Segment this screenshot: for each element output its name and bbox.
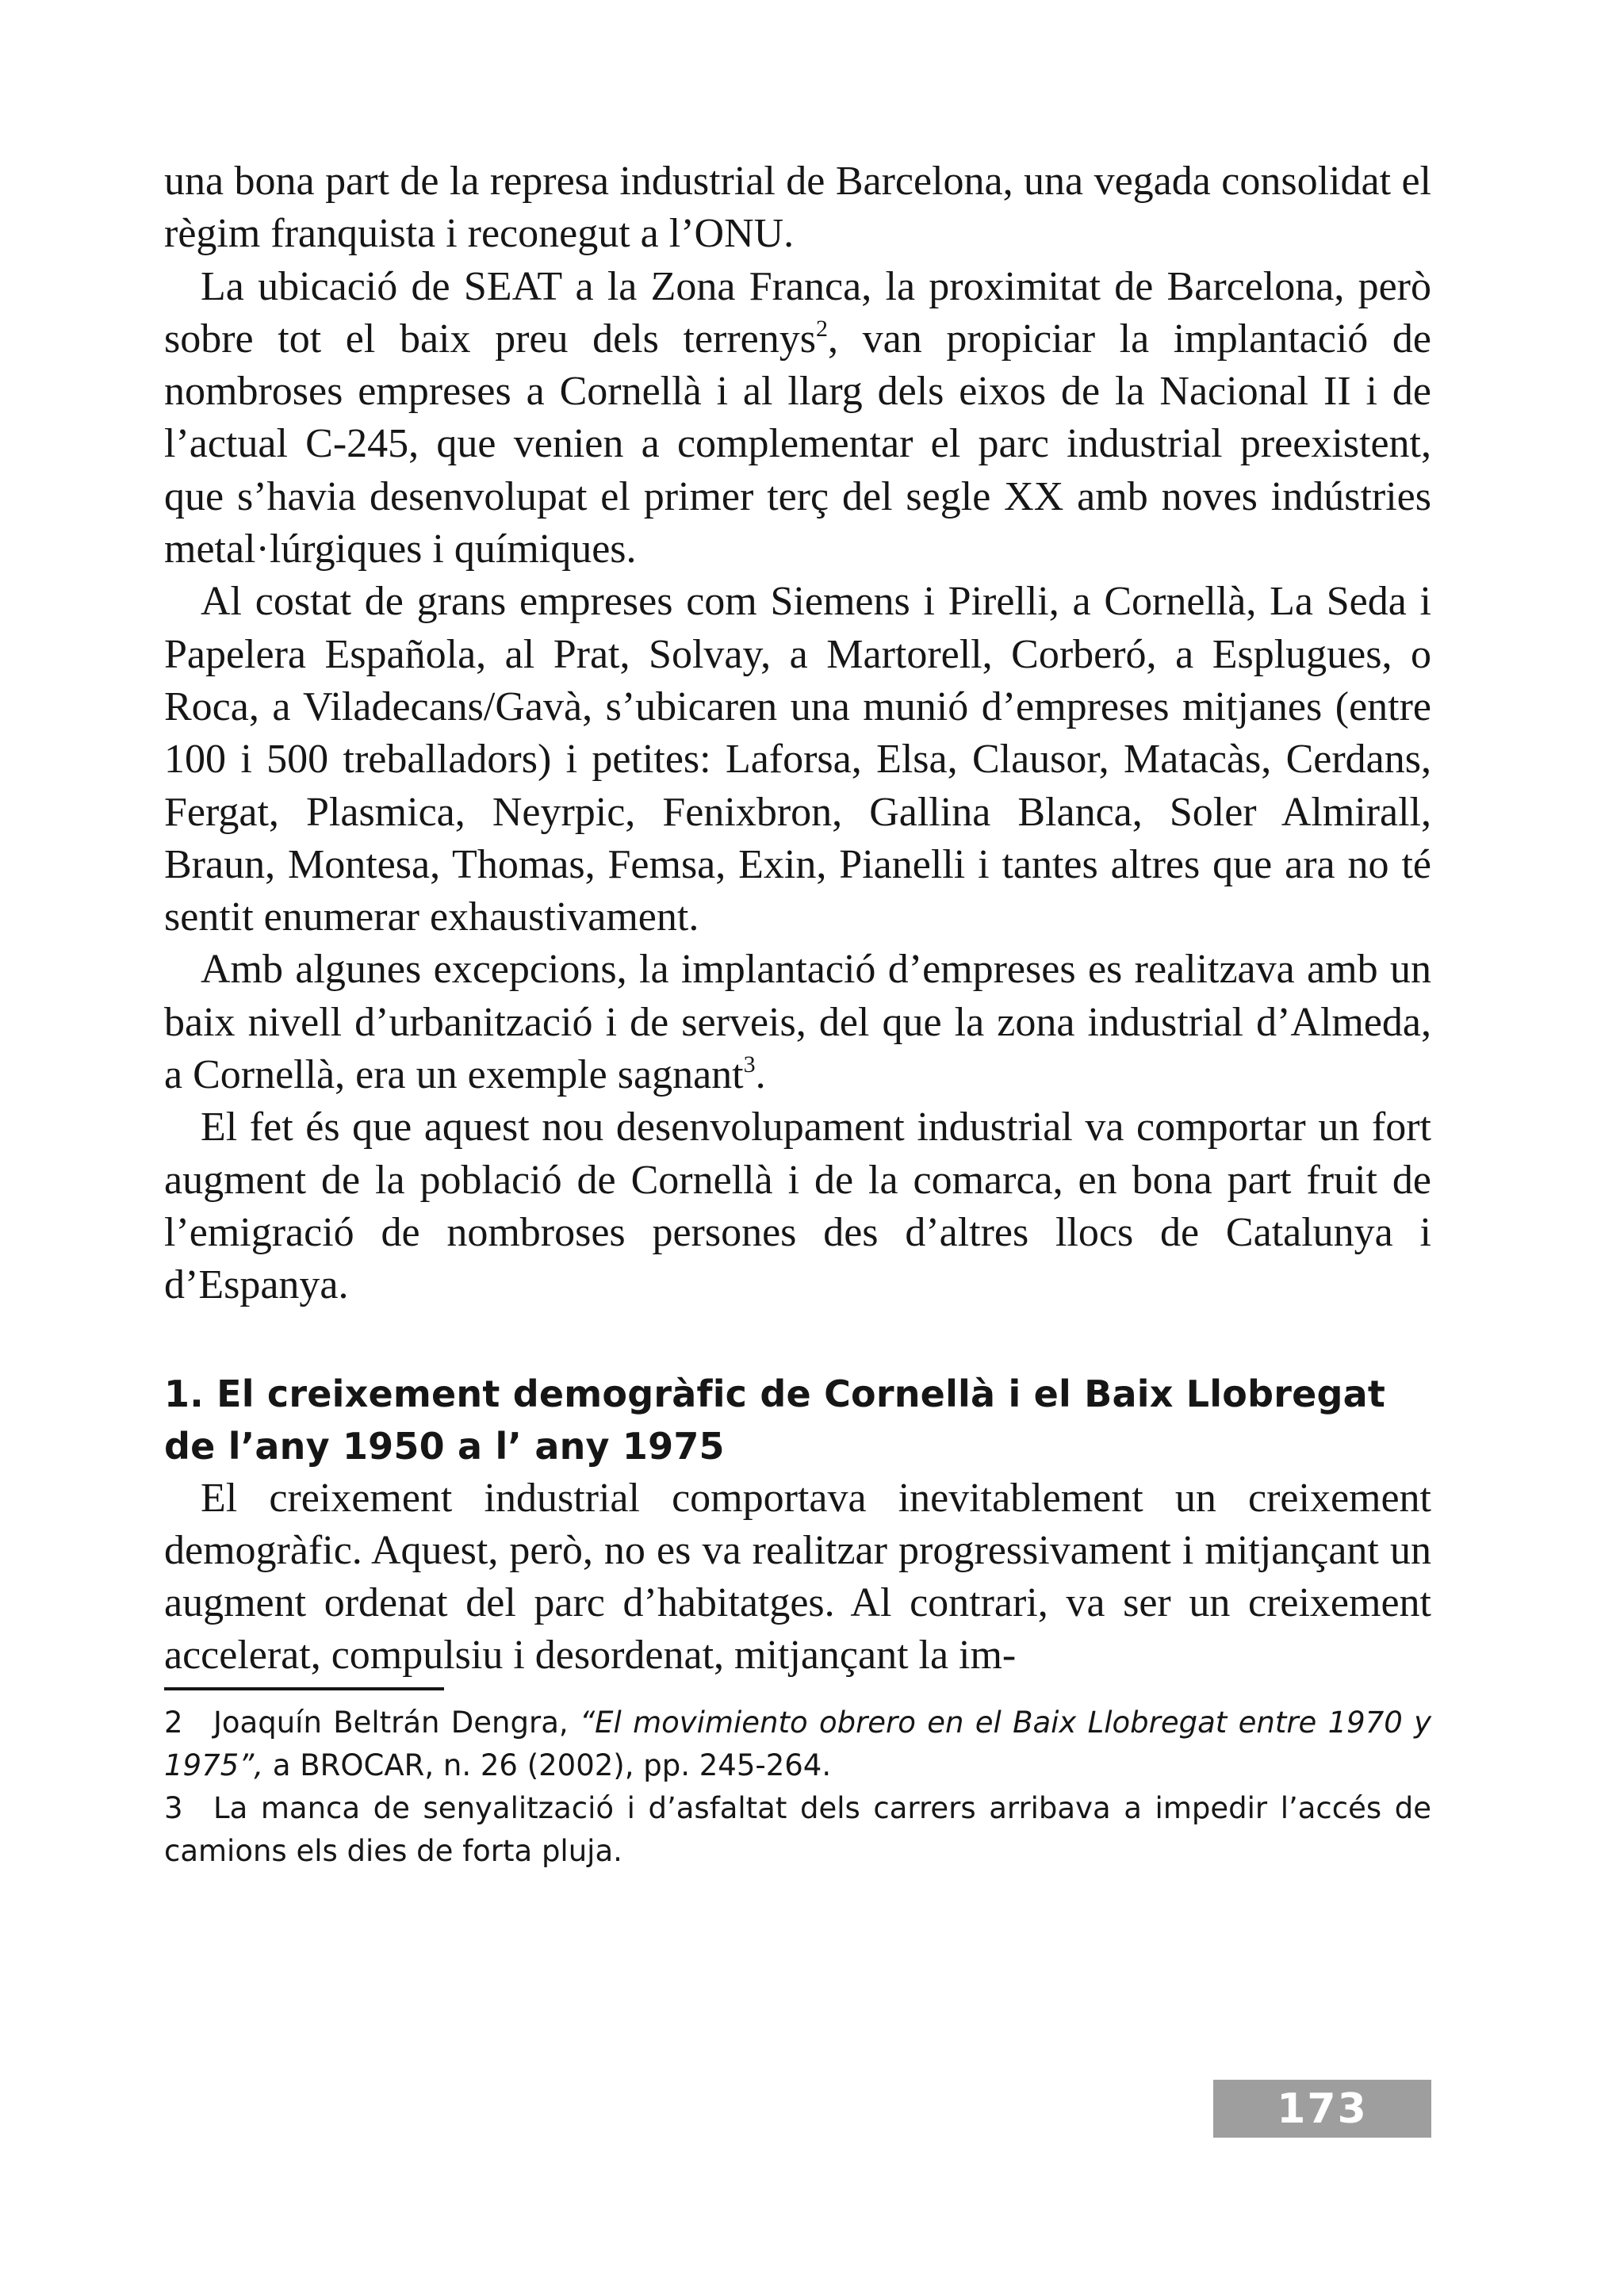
paragraph-text: . [755,1052,766,1098]
page-content [164,155,1431,1873]
paragraph [164,944,1431,1101]
footnote [164,1787,1431,1873]
page-number-box [1213,2080,1431,2138]
paragraph-text: una bona part de la represa industrial de Barcelona, una vegada consolidat el règim franquista i reconegut a l’ONU. [164,159,1431,257]
paragraph-text: Amb algunes excepcions, la implantació d’empreses es realitzava amb un baix nivell d’urbanització i de serveis, del que la zona industrial d’Almeda, a Cornellà, era un exemple sagnant [164,947,1431,1098]
paragraph-text: La ubicació de SEAT a la Zona Franca, la proximitat de Barcelona, però sobre tot el baix preu dels terrenys [164,263,1431,362]
footnote-reference: 3 [743,1051,756,1078]
section-heading-line: de l’any 1950 a l’ any 1975 [164,1424,725,1468]
page-number: 173 [1277,2084,1368,2133]
footnotes [164,1702,1431,1873]
footnote-divider [164,1687,444,1690]
paragraph [164,155,1431,261]
footnote-author: Joaquín Beltrán Dengra, [213,1705,580,1740]
footnote-title: “El movimiento obrero en el Baix Llobregat entre 1970 y 1975”, [164,1705,1432,1782]
paragraph [164,576,1431,944]
section-body [164,1472,1431,1683]
footnote-reference: 2 [816,315,828,342]
paragraph [164,261,1431,576]
footnote-number: 2 [164,1705,183,1740]
footnote [164,1702,1431,1787]
section-heading-line: 1. El creixement demogràfic de Cornellà i el Baix Llobregat [164,1372,1386,1415]
section-heading [164,1368,1431,1472]
footnote-citation: a BROCAR, n. 26 (2002), pp. 245-264. [263,1748,832,1782]
body-text [164,155,1431,1312]
paragraph-text: Al costat de grans empreses com Siemens i Pirelli, a Cornellà, La Seda i Papelera Española, al Prat, Solvay, a Martorell, Corberó, a Esplugues, o Roca, a Viladecans/Gavà, s’ubicaren una munió d’empreses mitjanes (entre 100 i 500 treballadors) i petites: Laforsa, Elsa, Clausor, Matacàs, Cerdans, Fergat, Plasmica, Neyrpic, Fenixbron, Gallina Blanca, Soler Almirall, Braun, Montesa, Thomas, Femsa, Exin, Pianelli i tantes altres que ara no té sentit enumerar exhaustivament. [164,579,1431,940]
footnote-text: La manca de senyalització i d’asfaltat dels carrers arribava a impedir l’accés de camions els dies de forta pluja. [164,1790,1431,1868]
paragraph [164,1472,1431,1683]
paragraph-text: El creixement industrial comportava inevitablement un creixement demogràfic. Aquest, però, no es va realitzar progressivament i mitjançant un augment ordenat del parc d’habitatges. Al contrari, va ser un creixement accelerat, compulsiu i desordenat, mitjançant la im- [164,1475,1431,1679]
paragraph-text: , van propiciar la implantació de nombroses empreses a Cornellà i al llarg dels eixos de la Nacional II i de l’actual C-245, que venien a complementar el parc industrial preexistent, que s’havia desenvolupat el primer terç del segle XX amb noves indústries metal·lúrgiques i químiques. [164,316,1431,572]
paragraph-text: El fet és que aquest nou desenvolupament industrial va comportar un fort augment de la població de Cornellà i de la comarca, en bona part fruit de l’emigració de nombroses persones des d’altres llocs de Catalunya i d’Espanya. [164,1104,1431,1308]
paragraph [164,1101,1431,1311]
footnote-number: 3 [164,1790,183,1825]
